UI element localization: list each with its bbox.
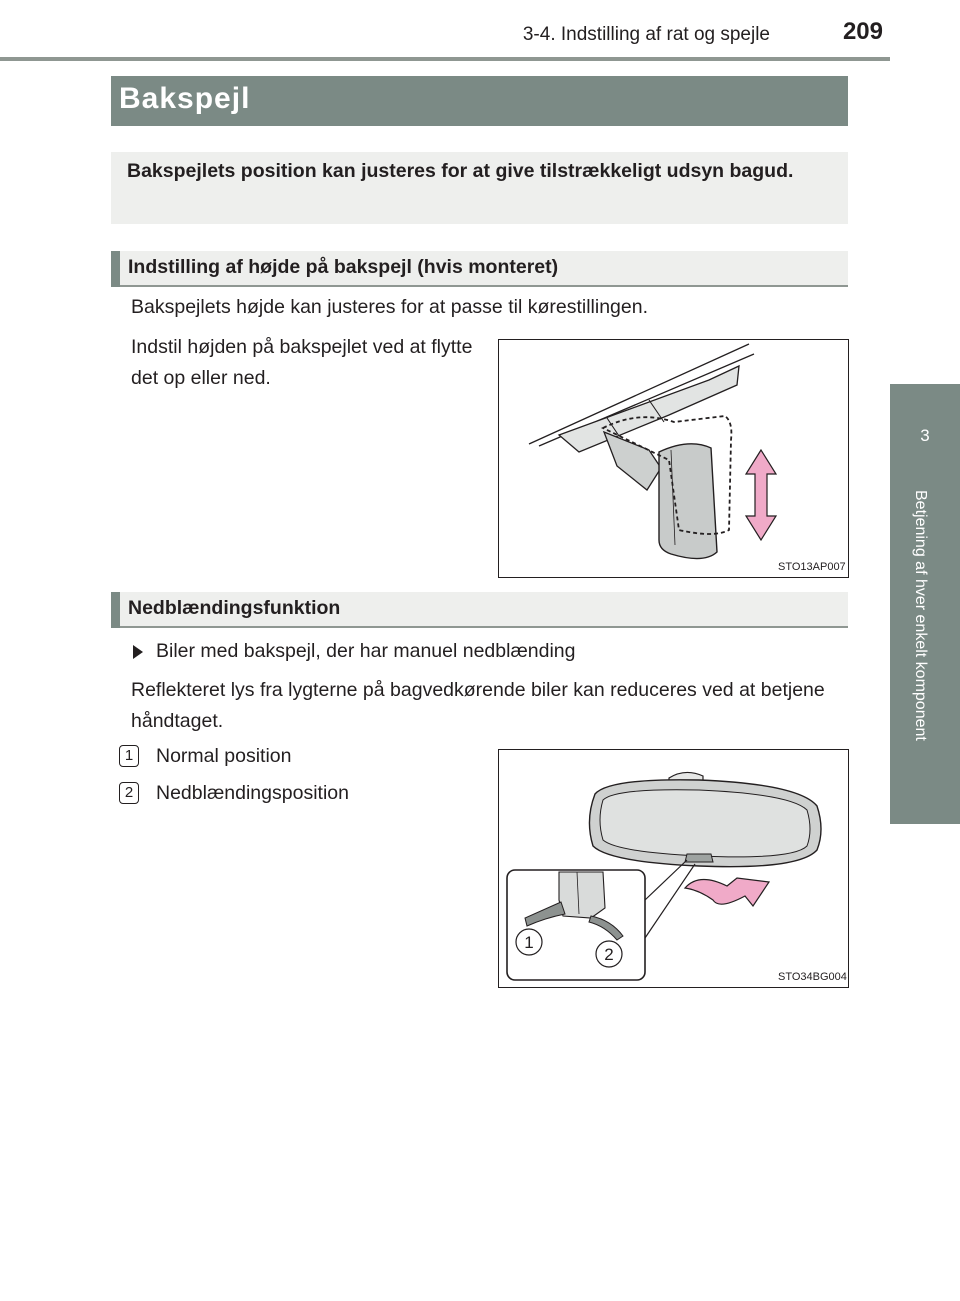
antiglare-figure [498, 749, 849, 988]
mirror-lever-illustration [499, 750, 848, 987]
inset-number-2: 2 [604, 945, 614, 964]
antiglare-paragraph: Reflekteret lys fra lygterne på bagvedkørende biler kan reduceres ved at betjene håndtaget. [131, 679, 825, 732]
bullet-triangle-icon [133, 645, 143, 659]
page-title: Bakspejl [119, 82, 251, 115]
inset-number-1: 1 [524, 933, 534, 952]
item-number-2: 2 [119, 782, 139, 804]
antiglare-bullet: Biler med bakspejl, der har manuel nedblænding [156, 640, 576, 662]
item-label-1: Normal position [156, 745, 292, 767]
page-number: 209 [842, 18, 883, 45]
item-label-2: Nedblændingsposition [156, 782, 349, 804]
header-rule [0, 57, 890, 61]
section-heading-antiglare: Nedblændingsfunktion [128, 597, 341, 619]
section-marker [111, 592, 120, 628]
mirror-height-illustration [499, 340, 848, 577]
section-heading-height: Indstilling af højde på bakspejl (hvis monteret) [128, 256, 559, 278]
item-number-1: 1 [119, 745, 139, 767]
running-header: 3-4. Indstilling af rat og spejle [522, 24, 770, 45]
chapter-label: Betjening af hver enkelt komponent [912, 490, 929, 741]
chapter-number: 3 [920, 426, 930, 445]
section-marker [111, 251, 120, 287]
height-paragraph-1: Bakspejlets højde kan justeres for at passe til kørestillingen. [131, 296, 648, 318]
figure-code-2: STO34BG004 [778, 971, 847, 983]
height-paragraph-2: Indstil højden på bakspejlet ved at flytte det op eller ned. [131, 336, 473, 389]
height-adjust-figure [498, 339, 849, 578]
intro-text: Bakspejlets position kan justeres for at give tilstrækkeligt udsyn bagud. [127, 160, 794, 182]
figure-code-1: STO13AP007 [778, 561, 846, 573]
